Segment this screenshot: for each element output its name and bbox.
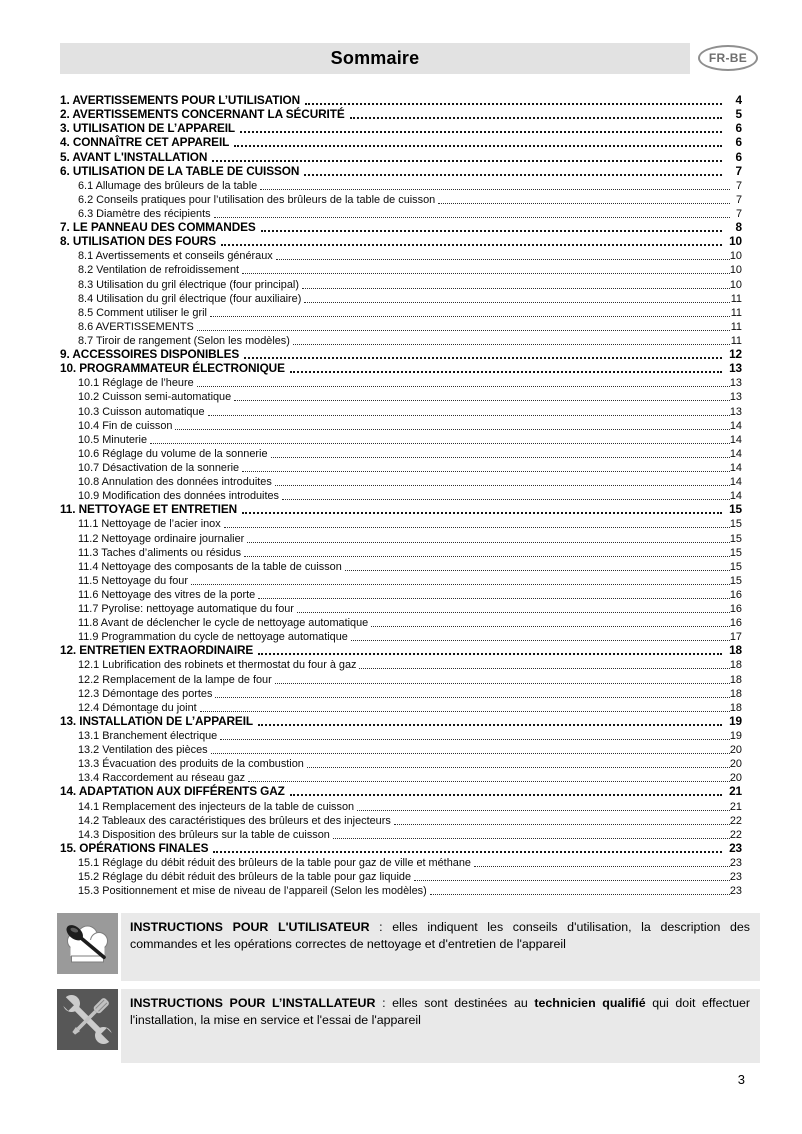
toc-entry-page: 6 <box>735 149 742 164</box>
toc-leader-dots <box>302 288 730 289</box>
toc-leader-dots <box>220 739 730 740</box>
toc-entry-page: 20 <box>729 772 742 785</box>
toc-leader-dots <box>351 640 730 641</box>
user-instructions-title: INSTRUCTIONS POUR L'UTILISATEUR <box>130 920 370 934</box>
toc-entry-page: 11 <box>730 320 742 333</box>
toc-leader-dots <box>242 273 730 274</box>
toc-entry-page: 7 <box>735 163 742 178</box>
toc-entry-label: 10.8 Annulation des données introduites <box>78 476 272 489</box>
language-badge <box>698 45 758 71</box>
toc-entry-label: 13.3 Évacuation des produits de la combustion <box>78 758 304 771</box>
toc-entry-page: 11 <box>730 292 742 305</box>
toc-entry[interactable] <box>60 432 742 446</box>
toc-entry-label: 15.3 Positionnement et mise de niveau de l’appareil (Selon les modèles) <box>78 885 427 898</box>
toc-entry-label: 13.1 Branchement électrique <box>78 730 218 743</box>
toc-entry-page: 10 <box>729 250 742 263</box>
toc-leader-dots <box>242 512 722 514</box>
toc-leader-dots <box>210 316 730 317</box>
toc-entry[interactable] <box>60 841 742 855</box>
toc-entry-label: 10.7 Désactivation de la sonnerie <box>78 461 240 474</box>
toc-entry-page: 13 <box>729 405 742 418</box>
toc-entry[interactable] <box>60 827 742 841</box>
toc-entry-label: 11. NETTOYAGE ET ENTRETIEN <box>60 502 238 517</box>
toc-entry[interactable] <box>60 121 742 135</box>
toc-entry-label: 9. ACCESSOIRES DISPONIBLES <box>60 347 240 362</box>
toc-entry[interactable] <box>60 545 742 559</box>
toc-entry[interactable] <box>60 291 742 305</box>
toc-leader-dots <box>200 711 730 712</box>
toc-leader-dots <box>297 612 730 613</box>
toc-leader-dots <box>244 556 730 557</box>
toc-leader-dots <box>305 103 722 105</box>
toc-leader-dots <box>276 259 730 260</box>
toc-leader-dots <box>394 824 730 825</box>
toc-entry-page: 16 <box>729 617 742 630</box>
toc-entry-label: 11.7 Pyrolise: nettoyage automatique du four <box>78 603 294 616</box>
toc-entry-page: 4 <box>735 93 742 108</box>
toc-entry[interactable] <box>60 643 742 657</box>
toc-entry[interactable] <box>60 460 742 474</box>
toc-entry[interactable] <box>60 714 742 728</box>
toc-entry-label: 6.3 Diamètre des récipients <box>78 207 211 220</box>
toc-leader-dots <box>307 767 730 768</box>
toc-entry[interactable] <box>60 220 742 234</box>
toc-leader-dots <box>293 344 730 345</box>
toc-entry-page: 11 <box>730 334 742 347</box>
toc-entry-page: 18 <box>729 643 742 658</box>
toc-entry-label: 6. UTILISATION DE LA TABLE DE CUISSON <box>60 163 300 178</box>
toc-leader-dots <box>345 570 730 571</box>
page-title-bar <box>60 43 690 74</box>
toc-entry-page: 16 <box>729 603 742 616</box>
toc-entry-label: 15.2 Réglage du débit réduit des brûleurs de la table pour gaz liquide <box>78 871 411 884</box>
toc-entry-page: 6 <box>735 135 742 150</box>
toc-leader-dots <box>150 443 730 444</box>
toc-leader-dots <box>304 302 730 303</box>
toc-entry-label: 11.3 Taches d’aliments ou résidus <box>78 546 242 559</box>
toc-entry[interactable] <box>60 164 742 178</box>
toc-leader-dots <box>414 880 730 881</box>
toc-entry-label: 7. LE PANNEAU DES COMMANDES <box>60 220 256 235</box>
toc-entry[interactable] <box>60 375 742 389</box>
toc-entry-page: 14 <box>729 461 742 474</box>
installer-instructions-text: INSTRUCTIONS POUR L’INSTALLATEUR : elles sont destinées au technicien qualifié qui doit effectuer l'installation, la mise en service et l'essai de l'appareil <box>121 989 760 1063</box>
toc-leader-dots <box>248 781 730 782</box>
toc-leader-dots <box>197 386 730 387</box>
toc-entry-page: 5 <box>735 107 742 122</box>
toc-entry-label: 8.7 Tiroir de rangement (Selon les modèles) <box>78 334 290 347</box>
toc-entry-page: 7 <box>735 179 742 192</box>
toc-entry[interactable] <box>60 474 742 488</box>
toc-entry-page: 23 <box>729 871 742 884</box>
toc-leader-dots <box>261 230 722 232</box>
toc-entry-label: 11.9 Programmation du cycle de nettoyage automatique <box>78 631 348 644</box>
toc-entry-page: 15 <box>729 546 742 559</box>
toc-entry-label: 10. PROGRAMMATEUR ÉLECTRONIQUE <box>60 361 285 376</box>
toc-entry[interactable] <box>60 587 742 601</box>
toc-entry-label: 12.3 Démontage des portes <box>78 687 213 700</box>
toc-entry[interactable] <box>60 573 742 587</box>
toc-entry[interactable] <box>60 248 742 262</box>
toc-entry-label: 14.3 Disposition des brûleurs sur la table de cuisson <box>78 828 330 841</box>
toc-leader-dots <box>175 429 729 430</box>
user-instructions-note <box>57 913 760 981</box>
toc-entry-page: 23 <box>729 857 742 870</box>
toc-leader-dots <box>234 145 722 147</box>
toc-entry-page: 23 <box>729 885 742 898</box>
toc-entry-page: 23 <box>729 840 742 855</box>
toc-entry[interactable] <box>60 770 742 784</box>
toc-entry[interactable] <box>60 206 742 220</box>
toc-entry-page: 11 <box>730 306 742 319</box>
toc-entry-label: 12.2 Remplacement de la lampe de four <box>78 673 272 686</box>
toc-entry-page: 13 <box>729 361 742 376</box>
toc-entry[interactable] <box>60 333 742 347</box>
toc-entry[interactable] <box>60 305 742 319</box>
toc-entry-page: 14 <box>729 447 742 460</box>
toc-entry-label: 1. AVERTISSEMENTS POUR L’UTILISATION <box>60 93 301 108</box>
toc-entry-label: 11.1 Nettoyage de l’acier inox <box>78 518 221 531</box>
toc-leader-dots <box>333 838 730 839</box>
toc-leader-dots <box>258 724 722 726</box>
toc-entry[interactable] <box>60 883 742 897</box>
toc-entry-page: 22 <box>729 814 742 827</box>
toc-entry[interactable] <box>60 798 742 812</box>
toc-entry-label: 12.1 Lubrification des robinets et thermostat du four à gaz <box>78 659 357 672</box>
toc-leader-dots <box>234 400 730 401</box>
toc-entry[interactable] <box>60 347 742 361</box>
toc-entry[interactable] <box>60 530 742 544</box>
toc-entry-page: 14 <box>729 433 742 446</box>
toc-entry-label: 11.8 Avant de déclencher le cycle de nettoyage automatique <box>78 617 369 630</box>
page-title: Sommaire <box>330 48 420 68</box>
toc-entry-page: 21 <box>729 800 742 813</box>
toc-entry[interactable] <box>60 135 742 149</box>
toc-leader-dots <box>212 160 722 162</box>
toc-leader-dots <box>221 244 722 246</box>
toc-entry-label: 10.6 Réglage du volume de la sonnerie <box>78 447 268 460</box>
toc-entry-label: 8.5 Comment utiliser le gril <box>78 306 207 319</box>
toc-entry-page: 13 <box>729 377 742 390</box>
toc-leader-dots <box>240 131 722 133</box>
toc-entry[interactable] <box>60 869 742 883</box>
toc-entry-label: 8. UTILISATION DES FOURS <box>60 234 216 249</box>
toc-entry-label: 10.2 Cuisson semi-automatique <box>78 391 232 404</box>
toc-leader-dots <box>208 415 730 416</box>
toc-entry[interactable] <box>60 361 742 375</box>
toc-leader-dots <box>304 174 722 176</box>
toc-entry[interactable] <box>60 403 742 417</box>
toc-entry-page: 10 <box>729 234 742 249</box>
toc-entry[interactable] <box>60 178 742 192</box>
toc-entry-label: 12.4 Démontage du joint <box>78 701 197 714</box>
toc-leader-dots <box>290 371 722 373</box>
toc-leader-dots <box>242 471 730 472</box>
toc-entry[interactable] <box>60 389 742 403</box>
table-of-contents <box>60 93 742 897</box>
toc-entry[interactable] <box>60 629 742 643</box>
toc-entry-label: 14. ADAPTATION AUX DIFFÉRENTS GAZ <box>60 784 285 799</box>
toc-entry-page: 10 <box>729 264 742 277</box>
toc-entry-page: 12 <box>729 347 742 362</box>
toc-entry[interactable] <box>60 615 742 629</box>
toc-entry-label: 11.2 Nettoyage ordinaire journalier <box>78 532 245 545</box>
toc-entry-page: 18 <box>729 687 742 700</box>
toc-entry-label: 2. AVERTISSEMENTS CONCERNANT LA SÉCURITÉ <box>60 107 345 122</box>
toc-entry[interactable] <box>60 700 742 714</box>
toc-entry-page: 15 <box>729 574 742 587</box>
toc-leader-dots <box>474 866 730 867</box>
toc-entry-label: 8.1 Avertissements et conseils généraux <box>78 250 273 263</box>
toc-entry-label: 3. UTILISATION DE L’APPAREIL <box>60 121 236 136</box>
toc-entry-label: 12. ENTRETIEN EXTRAORDINAIRE <box>60 643 254 658</box>
toc-entry[interactable] <box>60 657 742 671</box>
toc-entry-label: 13.2 Ventilation des pièces <box>78 744 208 757</box>
toc-entry-label: 15.1 Réglage du débit réduit des brûleurs de la table pour gaz de ville et méthane <box>78 857 471 870</box>
toc-entry-label: 5. AVANT L'INSTALLATION <box>60 149 208 164</box>
toc-entry-label: 14.2 Tableaux des caractéristiques des brûleurs et des injecteurs <box>78 814 391 827</box>
toc-entry-label: 10.3 Cuisson automatique <box>78 405 205 418</box>
page-number: 3 <box>737 1072 745 1087</box>
toc-entry-page: 18 <box>729 673 742 686</box>
toc-entry[interactable] <box>60 234 742 248</box>
toc-entry[interactable] <box>60 516 742 530</box>
user-instructions-body: elles indiquent les conseils d'utilisation, la description des commandes et les opérations correctes de nettoyage et d'entretien de l'appareil <box>130 920 750 951</box>
toc-entry[interactable] <box>60 276 742 290</box>
toc-entry-label: 13. INSTALLATION DE L’APPAREIL <box>60 713 253 728</box>
toc-entry-page: 21 <box>729 784 742 799</box>
toc-leader-dots <box>215 697 729 698</box>
toc-entry[interactable] <box>60 488 742 502</box>
toc-entry[interactable] <box>60 418 742 432</box>
user-instructions-text: INSTRUCTIONS POUR L'UTILISATEUR : elles indiquent les conseils d'utilisation, la description des commandes et les opérations correctes de nettoyage et d'entretien de l'appareil <box>121 913 760 981</box>
toc-entry[interactable] <box>60 149 742 163</box>
toc-leader-dots <box>275 485 730 486</box>
toc-leader-dots <box>197 330 730 331</box>
instruction-notes <box>57 913 760 1071</box>
chef-hat-spoon-icon <box>57 913 118 974</box>
toc-entry-page: 14 <box>729 490 742 503</box>
toc-leader-dots <box>371 626 730 627</box>
toc-entry-page: 14 <box>729 476 742 489</box>
toc-entry-page: 20 <box>729 758 742 771</box>
toc-entry[interactable] <box>60 262 742 276</box>
toc-entry-page: 17 <box>729 631 742 644</box>
toc-entry-page: 15 <box>729 532 742 545</box>
toc-entry-label: 8.6 AVERTISSEMENTS <box>78 320 194 333</box>
toc-entry-label: 8.3 Utilisation du gril électrique (four principal) <box>78 278 299 291</box>
toc-entry-page: 15 <box>729 518 742 531</box>
toc-entry-label: 14.1 Remplacement des injecteurs de la table de cuisson <box>78 800 355 813</box>
toc-entry-label: 11.5 Nettoyage du four <box>78 574 188 587</box>
toc-leader-dots <box>214 217 730 218</box>
toc-entry-page: 15 <box>729 560 742 573</box>
toc-entry-page: 18 <box>729 701 742 714</box>
toc-entry-page: 20 <box>729 744 742 757</box>
toc-entry-page: 7 <box>735 193 742 206</box>
toc-leader-dots <box>359 668 729 669</box>
wrench-screwdriver-icon <box>57 989 118 1050</box>
toc-leader-dots <box>213 851 722 853</box>
toc-entry[interactable] <box>60 686 742 700</box>
toc-entry[interactable] <box>60 855 742 869</box>
toc-entry-label: 6.2 Conseils pratiques pour l’utilisation des brûleurs de la table de cuisson <box>78 193 436 206</box>
toc-entry-page: 19 <box>729 713 742 728</box>
toc-entry-label: 11.6 Nettoyage des vitres de la porte <box>78 588 256 601</box>
toc-leader-dots <box>247 542 730 543</box>
toc-leader-dots <box>271 457 730 458</box>
toc-leader-dots <box>438 203 730 204</box>
toc-entry-page: 13 <box>729 391 742 404</box>
toc-entry-page: 10 <box>729 278 742 291</box>
toc-entry[interactable] <box>60 192 742 206</box>
toc-entry-page: 16 <box>729 588 742 601</box>
toc-entry-label: 10.9 Modification des données introduites <box>78 490 280 503</box>
toc-entry-page: 7 <box>735 207 742 220</box>
toc-entry-page: 8 <box>735 220 742 235</box>
toc-leader-dots <box>211 753 730 754</box>
toc-entry[interactable] <box>60 502 742 516</box>
toc-entry-page: 6 <box>735 121 742 136</box>
toc-entry-page: 14 <box>729 419 742 432</box>
toc-entry[interactable] <box>60 559 742 573</box>
toc-entry[interactable] <box>60 93 742 107</box>
toc-entry-label: 11.4 Nettoyage des composants de la table de cuisson <box>78 560 342 573</box>
toc-leader-dots <box>191 584 730 585</box>
toc-entry-label: 8.2 Ventilation de refroidissement <box>78 264 240 277</box>
toc-entry[interactable] <box>60 107 742 121</box>
installer-instructions-title: INSTRUCTIONS POUR L’INSTALLATEUR <box>130 996 376 1010</box>
toc-entry-page: 22 <box>729 828 742 841</box>
toc-entry-label: 10.5 Minuterie <box>78 433 148 446</box>
toc-leader-dots <box>258 598 730 599</box>
toc-entry[interactable] <box>60 813 742 827</box>
toc-leader-dots <box>275 683 730 684</box>
toc-entry-label: 8.4 Utilisation du gril électrique (four auxiliaire) <box>78 292 302 305</box>
toc-entry[interactable] <box>60 756 742 770</box>
toc-leader-dots <box>290 794 722 796</box>
toc-leader-dots <box>260 189 730 190</box>
toc-entry-label: 4. CONNAÎTRE CET APPAREIL <box>60 135 230 150</box>
toc-leader-dots <box>357 810 730 811</box>
toc-entry[interactable] <box>60 601 742 615</box>
installer-bold-term: technicien qualifié <box>534 996 646 1010</box>
language-badge-label: FR-BE <box>708 51 748 65</box>
toc-entry-page: 15 <box>729 502 742 517</box>
toc-entry-label: 6.1 Allumage des brûleurs de la table <box>78 179 258 192</box>
toc-leader-dots <box>350 117 722 119</box>
toc-entry-label: 15. OPÉRATIONS FINALES <box>60 840 209 855</box>
toc-entry-label: 13.4 Raccordement au réseau gaz <box>78 772 246 785</box>
toc-leader-dots <box>258 653 722 655</box>
toc-leader-dots <box>430 894 730 895</box>
toc-entry-page: 19 <box>729 730 742 743</box>
toc-entry[interactable] <box>60 742 742 756</box>
toc-entry[interactable] <box>60 784 742 798</box>
toc-leader-dots <box>244 357 722 359</box>
toc-entry[interactable] <box>60 671 742 685</box>
installer-instructions-note <box>57 989 760 1063</box>
toc-entry[interactable] <box>60 319 742 333</box>
toc-entry-page: 18 <box>729 659 742 672</box>
toc-entry-label: 10.1 Réglage de l’heure <box>78 377 194 390</box>
toc-entry[interactable] <box>60 728 742 742</box>
toc-leader-dots <box>224 527 730 528</box>
toc-entry[interactable] <box>60 446 742 460</box>
toc-entry-label: 10.4 Fin de cuisson <box>78 419 173 432</box>
toc-leader-dots <box>282 499 730 500</box>
